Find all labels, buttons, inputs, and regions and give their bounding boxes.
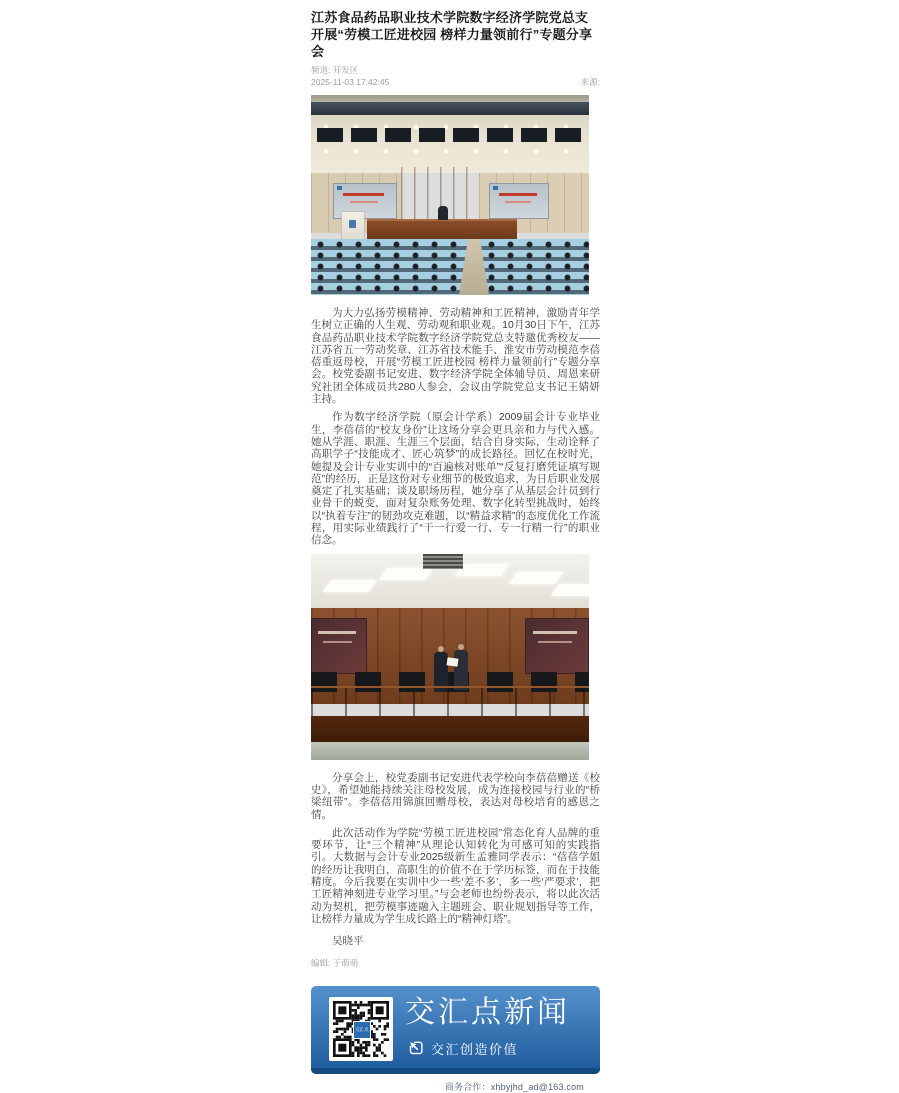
article-paragraph: 分享会上，校党委副书记安进代表学校向李蓓蓓赠送《校史》，希望她能持续关注母校发展，成为连接校园与行业的“桥梁纽带”。李蓓蓓用锦旗回赠母校，表达对母校培育的感恩之情。 xyxy=(311,771,600,821)
page-title: 江苏食品药品职业技术学院数字经济学院党总支开展“劳模工匠进校园 榜样力量领前行”专题分享会 xyxy=(311,10,593,59)
photo1-desk xyxy=(367,219,517,241)
article-column xyxy=(311,0,600,1093)
banner-bottom-strip xyxy=(311,1068,600,1074)
photo1-speaker xyxy=(438,206,448,220)
photo2-light-panel xyxy=(509,572,563,584)
photo2-floor xyxy=(311,742,589,760)
footer-business-contact: 商务合作：xhbyjhd_ad@163.com xyxy=(444,1081,584,1092)
photo2-light-panel xyxy=(551,584,589,596)
photo1-hanging-units xyxy=(317,128,583,142)
photo2-gift-document xyxy=(446,657,458,666)
article-paragraph: 作为数字经济学院（原会计学系）2009届会计专业毕业生，李蓓蓓的“校友身份”让这场分享会更具亲和力与代入感。她从学涯、职涯、生涯三个层面，结合自身实际，生动诠释了高职学子“技能成才、匠心筑梦”的成长路径。回忆在校时光，她提及会计专业实训中的“百遍核对账单”“反复打磨凭证填写规范”的经历，正是这份对专业细节的极致追求，为日后职业发展奠定了扎实基础；谈及职场历程，她分享了从基层会计员到行业骨干的蜕变，面对复杂账务处理、数字化转型挑战时，始终以“执着专注”的韧劲攻克难题，以“精益求精”的态度优化工作流程，用实际业绩践行了“干一行爱一行、专一行精一行”的职业信念。 xyxy=(311,411,600,547)
photo2-light-panel xyxy=(379,568,433,580)
qr-center-logo: 交汇点 xyxy=(353,1021,371,1039)
article-paragraph: 为大力弘扬劳模精神、劳动精神和工匠精神，激励青年学生树立正确的人生观、劳动观和职业观。10月30日下午，江苏食品药品职业技术学院数字经济学院党总支特邀优秀校友——江苏省五一劳动奖章、江苏省技术能手、淮安市劳动模范李蓓蓓重返母校，开展“劳模工匠进校园 榜样力量领前行”专题分享会。校党委副书记安进、数字经济学院全体辅导员、周恩来研究社团全体成员共280人参会，会议由学院党总支书记王婧妍主持。 xyxy=(311,307,600,406)
photo2-light-panel xyxy=(323,580,377,592)
author-name: 吴晓平 xyxy=(332,935,364,948)
banner-ad-jiaohuidian[interactable] xyxy=(311,986,600,1074)
article-paragraph: 此次活动作为学院“劳模工匠进校园”常态化育人品牌的重要环节，让“三个精神”从理论认知转化为可感可知的实践指引。大数据与会计专业2025级新生孟雅同学表示：“蓓蓓学姐的经历让我明白，高职生的价值不在于学历标签，而在于技能精度。今后我要在实训中少一些‘差不多’，多一些‘严要求’，把工匠精神刻进专业学习里。”与会老师也纷纷表示，将以此次活动为契机，把劳模事迹融入主题班会、职业规划指导等工作，让榜样力量成为学生成长路上的“精神灯塔”。 xyxy=(311,826,600,925)
qr-code-icon xyxy=(329,997,393,1061)
photo1-ceiling-lights xyxy=(311,115,589,169)
meta-datetime: 2025-11-03 17:42:45 xyxy=(311,77,390,87)
banner-brand-title: 交汇点新闻 xyxy=(405,995,570,1029)
article-photo-lecture-hall xyxy=(311,95,589,295)
banner-slogan: 交汇创造价值 xyxy=(431,1041,519,1057)
photo1-ceiling-band xyxy=(311,102,589,115)
photo2-table xyxy=(311,686,589,718)
meta-channel: 频道: 开发区 xyxy=(311,65,359,75)
photo2-stage-front xyxy=(311,716,589,742)
article-meta xyxy=(311,65,600,88)
editor-credit: 编辑: 于萌萌 xyxy=(311,957,359,968)
photo2-air-vent xyxy=(423,554,463,569)
meta-source-label: 来源: xyxy=(580,77,600,87)
photo2-left-screen xyxy=(311,618,367,674)
photo1-right-screen xyxy=(489,183,549,219)
photo2-right-screen xyxy=(525,618,589,674)
article-photo-stage xyxy=(311,554,589,760)
photo1-audience xyxy=(311,239,589,295)
arrow-cursor-icon xyxy=(408,1040,424,1056)
